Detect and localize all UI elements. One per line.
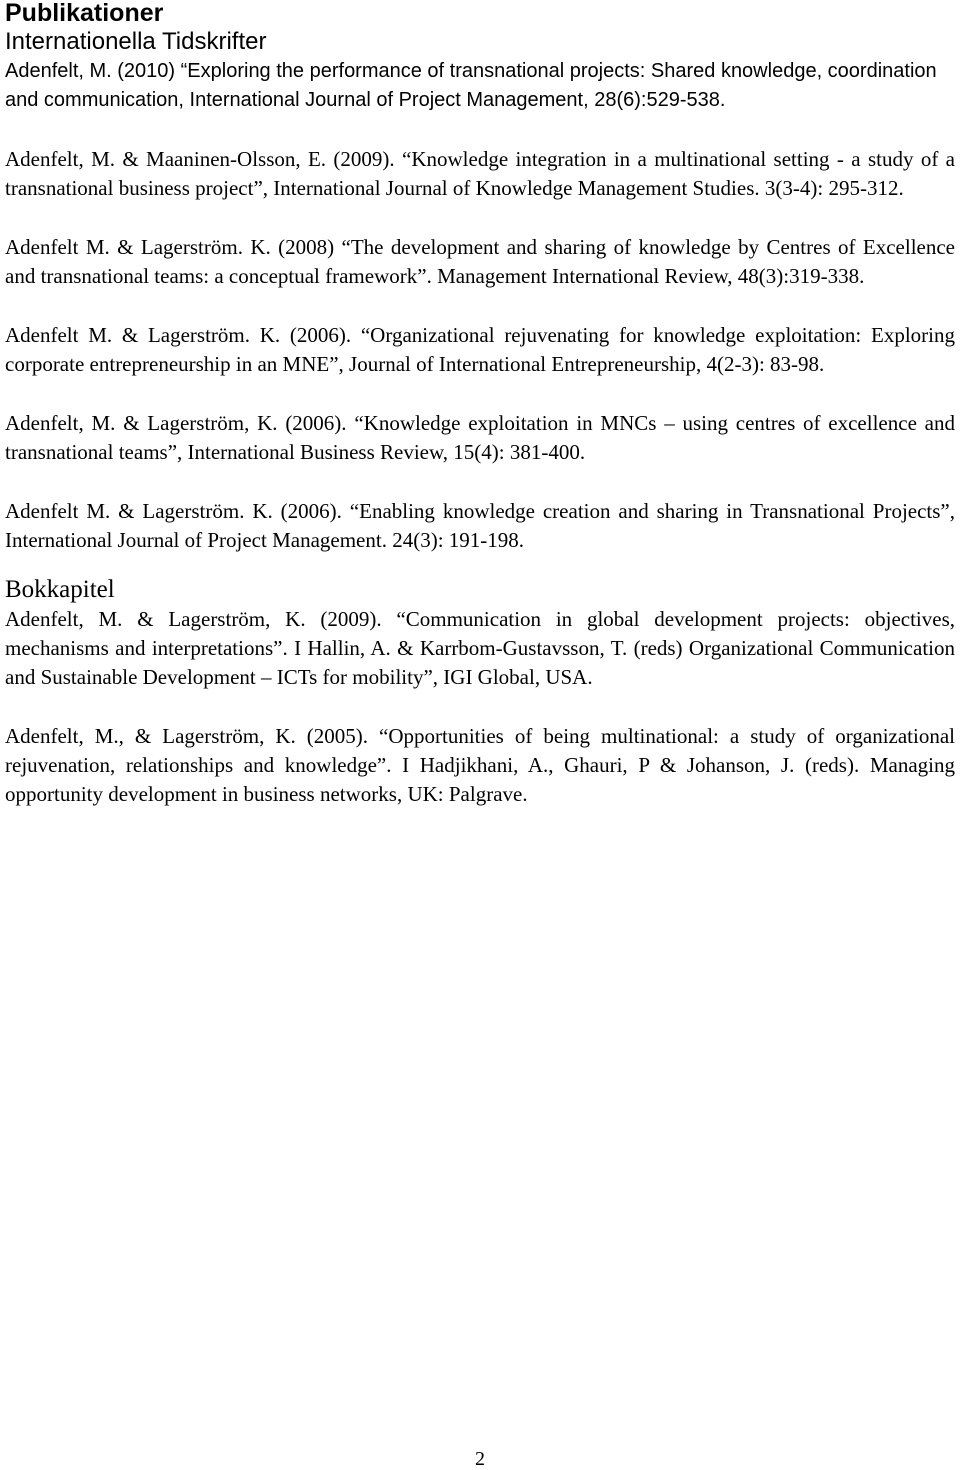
reference-item: Adenfelt M. & Lagerström. K. (2006). “Organizational rejuvenating for knowledge exploitation: Exploring corporate entrepreneurship in an MNE”, Journal of International Entrepreneurship, 4(2-3): 83-98. — [5, 323, 955, 376]
reference-item: Adenfelt, M. & Lagerström, K. (2009). “Communication in global development projects: objectives, mechanisms and interpretations”. I Hallin, A. & Karrbom-Gustavsson, T. (reds) Organizational Communication and Sustainable Development – ICTs for mobility”, IGI Global, USA. — [5, 607, 955, 689]
reference-item: Adenfelt, M. & Lagerström, K. (2006). “Knowledge exploitation in MNCs – using centres of excellence and transnational teams”, International Business Review, 15(4): 381-400. — [5, 411, 955, 464]
section-heading-book-chapters: Bokkapitel — [5, 576, 115, 603]
reference-item: Adenfelt M. & Lagerström. K. (2006). “Enabling knowledge creation and sharing in Transnational Projects”, International Journal of Project Management. 24(3): 191-198. — [5, 499, 955, 552]
reference-item: Adenfelt, M., & Lagerström, K. (2005). “Opportunities of being multinational: a study of organizational rejuvenation, relationships and knowledge”. I Hadjikhani, A., Ghauri, P & Johanson, J. (reds). Managing opportunity development in business networks, UK: Palgrave. — [5, 724, 955, 806]
page-title: Publikationer — [5, 0, 164, 27]
reference-item: Adenfelt, M. (2010) “Exploring the performance of transnational projects: Shared knowledge, coordination and communication, International Journal of Project Management, 28(6):529-538. — [5, 60, 937, 111]
page-number: 2 — [475, 1448, 485, 1470]
section-heading-journals: Internationella Tidskrifter — [5, 28, 267, 55]
reference-item: Adenfelt, M. & Maaninen-Olsson, E. (2009). “Knowledge integration in a multinational setting - a study of a transnational business project”, International Journal of Knowledge Management Studies. 3(3-4): 295-312. — [5, 147, 955, 200]
reference-item: Adenfelt M. & Lagerström. K. (2008) “The development and sharing of knowledge by Centres of Excellence and transnational teams: a conceptual framework”. Management International Review, 48(3):319-338. — [5, 235, 955, 288]
document-page — [5, 0, 955, 839]
